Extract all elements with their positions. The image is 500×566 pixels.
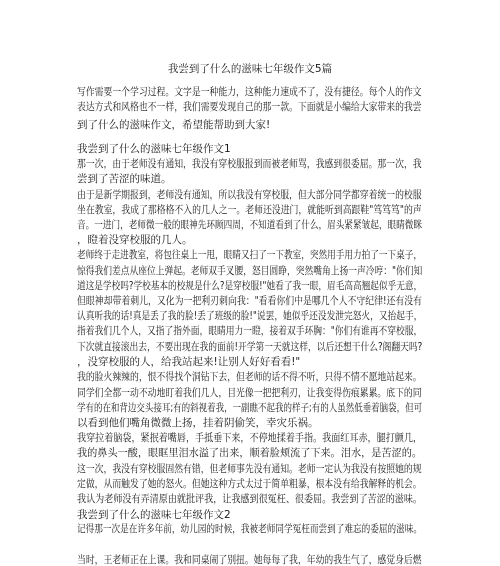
- text-line: 同学们全都一动不动地盯着我们几人，目光像一把把利刃，让我变得伤痕累累。底下的同: [77, 387, 422, 399]
- text-line: 认真听我的话!真是丢了我的脸!丢了班级的脸!"说罢，她似乎还没发泄完怒火，又抬起手，: [77, 310, 423, 322]
- text-line: 下次就直接滚出去，不要出现在我的面前!开学第一天就这样，以后还想干什么?阁翻天吗?: [77, 341, 423, 353]
- text-line: 我尝到了什么的滋味七年级作文2: [77, 509, 231, 521]
- text-line: 道这是学校吗?学校基本的校规是什么?是穿校服!"她看了我一眼，眉毛高高翘起似乎无意，: [77, 280, 423, 292]
- text-line: 坐在教室，我成了那格格不入的几人之一。老师还没进门，就能听到高跟鞋"笃笃笃"的声: [77, 204, 422, 216]
- text-line: 由于是新学期报到，老师没有通知，所以我没有穿校服，但大部分同学都穿着统一的校服: [77, 189, 422, 201]
- text-line: 这一次，我没有穿校服固然有错，但老师事先没有通知。老师一定认为我没有按照她的规: [77, 463, 422, 475]
- text-line: 记得那一次是在许多年前，幼儿园的时候，我被老师同学冤枉而尝到了难忘的委屈的滋味。: [77, 523, 422, 535]
- text-line: 我的脸火辣辣的，恨不得找个洞钻下去，但老师的话不得不听，只得不情不愿地站起来。: [77, 371, 422, 383]
- text-line: ，瞪着没穿校服的几人。: [77, 234, 193, 246]
- text-line: 当时，王老师正在上课。我和同桌闹了别扭。她每每了我，年幼的我生气了，感觉身后燃: [77, 554, 422, 566]
- text-line: 我尝到了什么的滋味七年级作文1: [77, 143, 231, 155]
- text-line: 惊得我们差点从座位上弹起。老师双手叉腰，怒目圆睁，突然嘴角上扬一声冷哼："你们知: [77, 265, 423, 277]
- text-line: 写作需要一个学习过程。文字是一种能力，这种能力速成不了，没有捷径。每个人的作文: [77, 86, 422, 98]
- document-title: 我尝到了什么的滋味七年级作文5篇: [167, 63, 333, 75]
- text-line: 学有的在和背边交头接耳;有的斜视着我，一副瞧不起我的样子;有的人虽然低垂着脑袋，但可: [77, 402, 423, 414]
- text-line: 尝到了苦涩的味道。: [77, 173, 172, 185]
- text-line: 老师终于走进教室，将包往桌上一甩，眼睛又扫了一下教室，突然用手用力拍了一下桌子，: [77, 249, 422, 261]
- text-line: 我穿拉着脑袋，紧抿着嘴唇，手抵垂下来，不停地揉着手指。我面红耳赤，腿打颤几，: [77, 432, 423, 444]
- text-line: 但眼神却带着刺儿，又化为一把利刃刺向我："看看你们中是哪几个人不守纪律!还有没有: [77, 295, 423, 307]
- text-line: 到了什么的滋味作文，希望能帮助到大家!: [77, 119, 271, 131]
- text-line: 指着我们几个人，又指了指外面，眼睛用力一瞪，接着双手环胸："你们有谁再不穿校服，: [77, 325, 423, 337]
- text-line: 我的鼻头一酸，眼眶里泪水溢了出来，顺着脸颊流了下来。泪水，是苦涩的。: [77, 447, 423, 459]
- text-line: 表达方式和风格也不一样，我们需要发现自己的那一款。下面就是小编给大家带来的我尝: [77, 101, 422, 113]
- text-line: 定做，从而触发了她的怒火。但她这种方式太过于简单粗暴，根本没有给我解释的机会。: [77, 478, 422, 490]
- text-line: 我认为老师没有弄清原由就批评我，让我感到很冤枉、很委屈。我尝到了苦涩的滋味。: [77, 493, 423, 505]
- text-line: 以看到他们嘴角微微上扬，挂着阴偷笑，幸灾乐祸。: [77, 417, 319, 429]
- text-line: ，没穿校服的人，给我站起来!让别人好好看看!": [77, 356, 301, 368]
- text-line: 音。一进门，老师微一般的眼神先环顾四周，不知道看到了什么，眉头紧紧皱起，眼睛微眯: [77, 219, 422, 231]
- text-line: 那一次，由于老师没有通知，我没有穿校服报到而被老师骂，我感到很委屈。那一次，我: [77, 158, 422, 170]
